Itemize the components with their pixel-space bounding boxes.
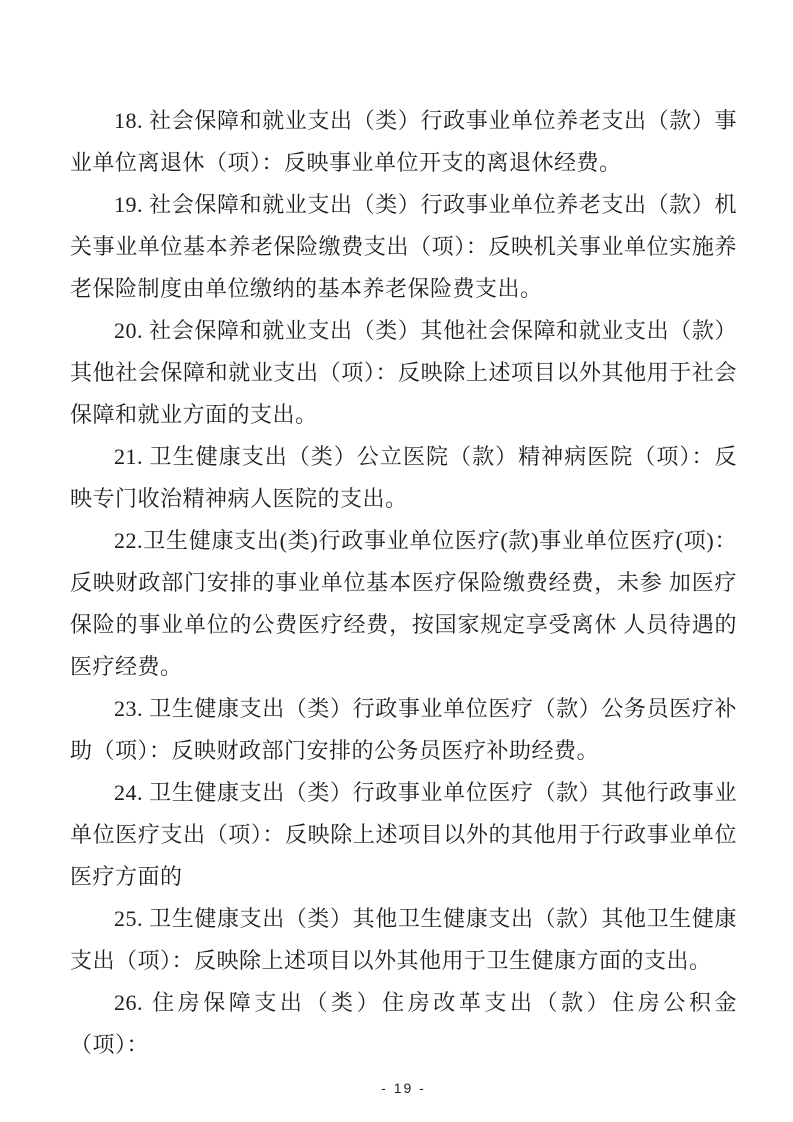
paragraph-21: 21. 卫生健康支出（类）公立医院（款）精神病医院（项）：反映专门收治精神病人医院的支出。: [70, 444, 737, 511]
page-number: - 19 -: [381, 1080, 426, 1096]
paragraph-23: 23. 卫生健康支出（类）行政事业单位医疗（款）公务员医疗补助（项）：反映财政部门安排的公务员医疗补助经费。: [70, 696, 737, 763]
document-body: [70, 100, 737, 1066]
paragraph-22: 22.卫生健康支出(类)行政事业单位医疗(款)事业单位医疗(项)：反映财政部门安排的事业单位基本医疗保险缴费经费，未参 加医疗保险的事业单位的公费医疗经费，按国家规定享受离休 人员待遇的医疗经费。: [70, 528, 737, 679]
paragraph-18: 18. 社会保障和就业支出（类）行政事业单位养老支出（款）事业单位离退休（项）：反映事业单位开支的离退休经费。: [70, 108, 737, 175]
paragraph-20: 20. 社会保障和就业支出（类）其他社会保障和就业支出（款）其他社会保障和就业支出（项）：反映除上述项目以外其他用于社会保障和就业方面的支出。: [70, 318, 737, 427]
paragraph-24: 24. 卫生健康支出（类）行政事业单位医疗（款）其他行政事业单位医疗支出（项）：反映除上述项目以外的其他用于行政事业单位医疗方面的: [70, 780, 737, 889]
paragraph-19: 19. 社会保障和就业支出（类）行政事业单位养老支出（款）机关事业单位基本养老保险缴费支出（项）：反映机关事业单位实施养老保险制度由单位缴纳的基本养老保险费支出。: [70, 192, 737, 301]
paragraph-25: 25. 卫生健康支出（类）其他卫生健康支出（款）其他卫生健康支出（项）：反映除上述项目以外其他用于卫生健康方面的支出。: [70, 906, 737, 973]
paragraph-26: 26. 住房保障支出（类）住房改革支出（款）住房公积金（项）：: [70, 990, 737, 1057]
